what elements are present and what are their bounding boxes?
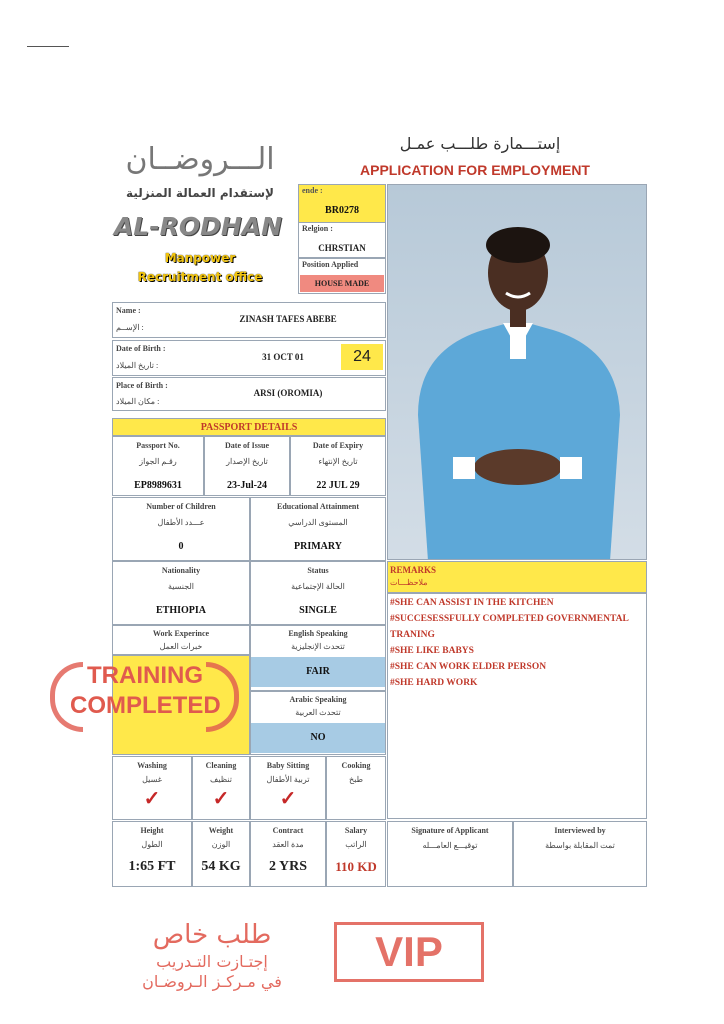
code-box — [298, 184, 386, 224]
arabic-value: NO — [251, 723, 385, 753]
religion-box — [298, 222, 386, 258]
stamp-line2: COMPLETED — [70, 692, 221, 719]
pob-value: ARSI (OROMIA) — [253, 388, 323, 398]
footer-ar-line1: طلب خاص — [152, 920, 272, 950]
weight-label: Weight — [208, 826, 234, 835]
vip-stamp — [334, 922, 484, 982]
passport-no-value: EP8989631 — [134, 480, 182, 491]
passport-header: PASSPORT DETAILS — [112, 418, 386, 436]
stamp-line1: TRAINING — [87, 662, 203, 689]
expiry-label: Date of Expiry — [312, 441, 364, 450]
contract-cell — [250, 821, 326, 887]
training-stamp — [50, 660, 240, 726]
nationality-label: Nationality — [161, 566, 201, 575]
person-figure — [388, 185, 647, 560]
education-label: Educational Attainment — [276, 502, 359, 511]
issue-value: 23-Jul-24 — [227, 480, 267, 491]
passport-no-cell — [112, 436, 204, 496]
nationality-cell — [112, 561, 250, 625]
agency-manpower: Manpower — [164, 251, 236, 265]
position-box — [298, 258, 386, 294]
footer-ar-line2: إجتـازت التـدريب — [156, 952, 268, 971]
name-value: ZINASH TAFES ABEBE — [239, 314, 337, 324]
scan-mark — [27, 46, 69, 47]
agency-tagline-ar: لإستقدام العمالة المنزلية — [126, 186, 274, 200]
status-label: Status — [307, 566, 329, 575]
vip-stamp-text: VIP — [375, 928, 443, 975]
issue-label: Date of Issue — [225, 441, 269, 450]
salary-label-ar: الراتب — [345, 840, 367, 849]
salary-label: Salary — [344, 826, 368, 835]
english-value: FAIR — [251, 657, 385, 687]
skill-baby-sitting-label: Baby Sitting — [266, 761, 310, 770]
remark-2: #SUCCESESSFULLY COMPLETED GOVERNMENTAL — [390, 614, 629, 624]
height-label-ar: الطول — [141, 840, 163, 849]
passport-no-label-ar: رقـم الجواز — [139, 457, 177, 466]
salary-value: 110 KD — [335, 859, 377, 874]
position-value: HOUSE MADE — [300, 275, 384, 292]
skill-cooking-label: Cooking — [341, 761, 371, 770]
nationality-value: ETHIOPIA — [155, 605, 206, 616]
height-value: 1:65 FT — [128, 859, 176, 874]
height-cell — [112, 821, 192, 887]
arabic-label-ar: تتحدث العربية — [295, 708, 341, 717]
name-label-ar: الإســم : — [116, 323, 144, 332]
interview-label: Interviewed by — [554, 826, 606, 835]
skill-cooking-label-ar: طبخ — [349, 775, 363, 784]
work-label: Work Experince — [152, 629, 210, 638]
pob-row — [112, 377, 386, 411]
form-title-en: APPLICATION FOR EMPLOYMENT — [360, 162, 590, 178]
weight-cell — [192, 821, 250, 887]
remarks-label-ar: ملاحظـــات — [390, 578, 428, 587]
english-cell — [250, 625, 386, 691]
skill-cleaning-label-ar: تنظيف — [210, 775, 232, 784]
signature-label: Signature of Applicant — [411, 826, 489, 835]
code-label: ende : — [302, 186, 323, 195]
baby-sitting-check-icon: ✓ — [279, 788, 297, 810]
skill-washing-label: Washing — [137, 761, 167, 770]
education-label-ar: المستوى الدراسي — [288, 518, 348, 527]
agency-name-ar: الـــروضــان — [125, 142, 275, 177]
position-label: Position Applied — [302, 260, 359, 269]
agency-office: Recruitment office — [137, 270, 263, 284]
pob-label: Place of Birth : — [116, 381, 168, 390]
status-value: SINGLE — [299, 605, 337, 616]
issue-label-ar: تاريخ الإصدار — [226, 457, 268, 466]
remarks-header — [387, 561, 647, 593]
religion-label: Relgion : — [302, 224, 333, 233]
dob-label-ar: تاريخ الميلاد : — [116, 361, 159, 370]
issue-cell — [204, 436, 290, 496]
applicant-photo — [387, 184, 647, 560]
nationality-label-ar: الجنسية — [167, 582, 195, 591]
expiry-cell — [290, 436, 386, 496]
education-value: PRIMARY — [294, 541, 342, 552]
skill-cooking — [326, 756, 386, 820]
weight-value: 54 KG — [201, 859, 241, 874]
work-label-ar: خبرات العمل — [159, 642, 203, 651]
form-title-ar: إستـــمارة طلـــب عمـل — [399, 134, 561, 153]
expiry-value: 22 JUL 29 — [316, 480, 360, 491]
children-label: Number of Children — [146, 502, 216, 511]
skill-washing-label-ar: غسيل — [142, 775, 162, 784]
code-value: BR0278 — [325, 205, 359, 216]
skill-baby-sitting — [250, 756, 326, 820]
arabic-label: Arabic Speaking — [289, 695, 347, 704]
salary-cell — [326, 821, 386, 887]
passport-no-label: Passport No. — [136, 441, 180, 450]
interview-cell — [513, 821, 647, 887]
pob-label-ar: مكان الميلاد : — [116, 397, 160, 406]
status-label-ar: الحالة الإجتماعية — [291, 582, 345, 591]
contract-label-ar: مدة العقد — [272, 840, 304, 849]
expiry-label-ar: تاريخ الإنتهاء — [318, 457, 358, 466]
work-cell — [112, 625, 250, 655]
signature-label-ar: توقيـــع العامـــله — [422, 841, 478, 850]
height-label: Height — [140, 826, 164, 835]
name-row — [112, 302, 386, 338]
children-value: 0 — [178, 541, 184, 552]
english-label-ar: تتحدث الإنجليزية — [291, 642, 345, 651]
skill-washing — [112, 756, 192, 820]
age-badge: 24 — [341, 344, 383, 370]
contract-value: 2 YRS — [269, 859, 307, 874]
religion-value: CHRSTIAN — [318, 243, 366, 253]
weight-label-ar: الوزن — [211, 840, 231, 849]
education-cell — [250, 497, 386, 561]
status-cell — [250, 561, 386, 625]
arabic-cell — [250, 691, 386, 755]
dob-value: 31 OCT 01 — [262, 352, 304, 362]
remarks-label: REMARKS — [390, 565, 437, 575]
dob-label: Date of Birth : — [116, 344, 166, 353]
remark-3: TRANING — [390, 630, 435, 640]
skill-baby-sitting-label-ar: تربية الأطفال — [266, 775, 310, 784]
footer-ar-line3: في مـركـز الـروضـان — [142, 972, 282, 991]
skill-cleaning — [192, 756, 250, 820]
remarks-body — [387, 593, 647, 819]
remark-5: #SHE CAN WORK ELDER PERSON — [390, 662, 547, 672]
skill-cleaning-label: Cleaning — [205, 761, 237, 770]
remark-4: #SHE LIKE BABYS — [390, 646, 474, 656]
remark-6: #SHE HARD WORK — [390, 678, 478, 688]
children-label-ar: عـــدد الأطفال — [157, 518, 205, 527]
dob-row — [112, 340, 386, 376]
remark-1: #SHE CAN ASSIST IN THE KITCHEN — [390, 598, 554, 608]
washing-check-icon: ✓ — [143, 788, 161, 810]
agency-name-en: AL-RODHAN — [113, 212, 283, 241]
children-cell — [112, 497, 250, 561]
contract-label: Contract — [272, 826, 304, 835]
name-label: Name : — [116, 306, 141, 315]
english-label: English Speaking — [288, 629, 348, 638]
interview-label-ar: تمت المقابلة بواسطة — [545, 841, 615, 850]
signature-cell — [387, 821, 513, 887]
cleaning-check-icon: ✓ — [212, 788, 230, 810]
